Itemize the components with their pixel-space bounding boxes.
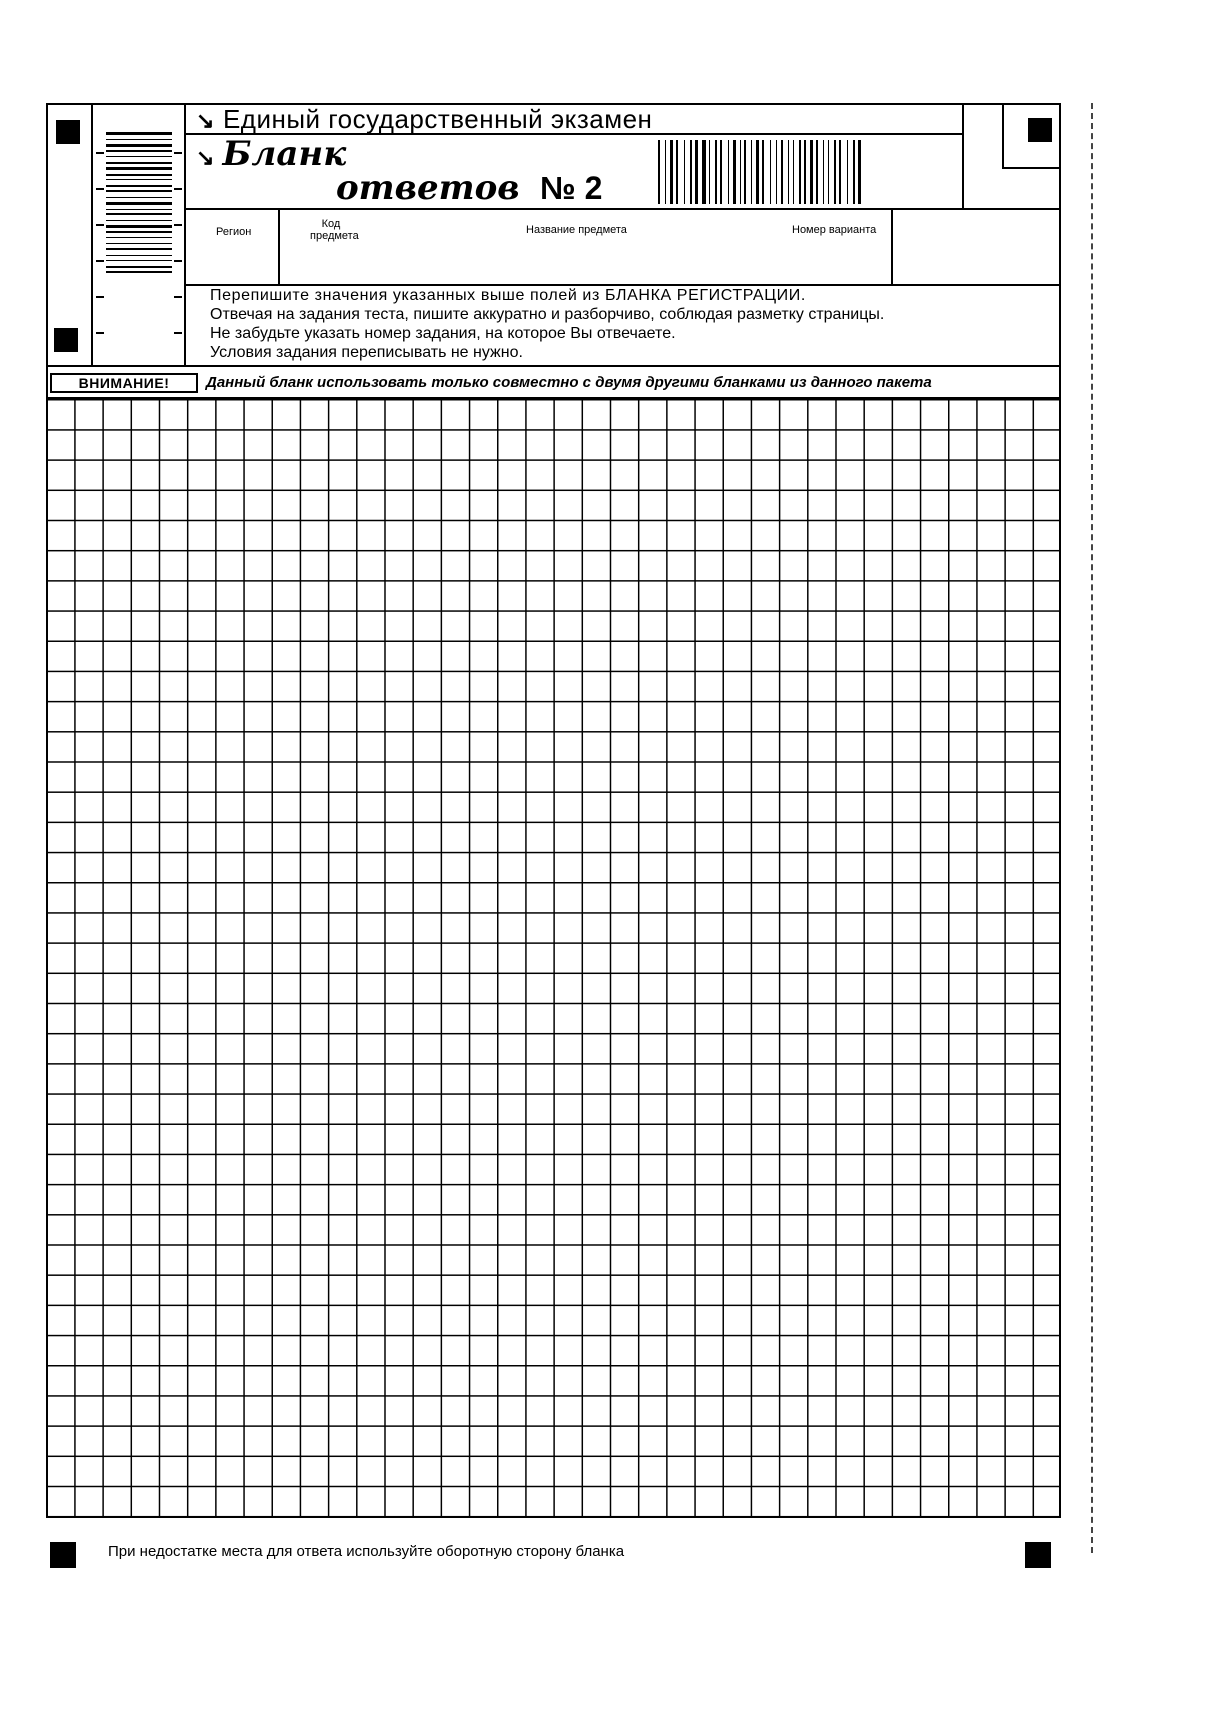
field-divider-1	[278, 208, 280, 284]
registration-marker-top-right	[1028, 118, 1052, 142]
instruction-line: Отвечая на задания теста, пишите аккуратно и разборчиво, соблюдая разметку страницы.	[210, 306, 885, 323]
registration-marker-mid-left	[54, 328, 78, 352]
corner-box-divider	[1002, 103, 1004, 167]
header-line-2	[184, 208, 1061, 210]
form-title-line2: ответов	[336, 168, 520, 208]
cut-line	[1091, 103, 1093, 1553]
region-input[interactable]	[186, 240, 276, 282]
registration-marker-top-left	[56, 120, 80, 144]
instructions	[210, 286, 1060, 362]
title-right-divider	[962, 103, 964, 208]
corner-box-line	[1002, 167, 1061, 169]
instruction-line: Не забудьте указать номер задания, на которое Вы отвечаете.	[210, 325, 676, 342]
subject-name-input[interactable]	[400, 240, 760, 282]
exam-title: ↘ Единый государственный экзамен	[196, 104, 653, 134]
field-divider-2	[891, 208, 893, 284]
footer-note: При недостатке места для ответа используйте оборотную сторону бланка	[108, 1543, 625, 1560]
header-bottom-line	[46, 365, 1061, 367]
attention-text: Данный бланк использовать только совместно с двумя другими бланками из данного пакета	[206, 374, 932, 391]
variant-number-input[interactable]	[895, 212, 1059, 282]
corner-arrow-icon: ↘	[196, 108, 215, 133]
attention-label: ВНИМАНИЕ!	[50, 373, 198, 393]
answer-grid[interactable]	[46, 399, 1061, 1518]
form-title-line1: ↘ Бланк	[196, 134, 347, 174]
left-column-divider	[91, 103, 93, 365]
instruction-line: Условия задания переписывать не нужно.	[210, 344, 523, 361]
variant-number-label: Номер варианта	[792, 224, 877, 236]
horizontal-barcode	[658, 140, 936, 204]
subject-code-label: Код предмета	[310, 218, 359, 242]
vertical-barcode	[96, 132, 182, 352]
subject-code-input[interactable]	[282, 240, 382, 282]
barcode-column-divider	[184, 103, 186, 365]
instruction-line: Перепишите значения указанных выше полей из БЛАНКА РЕГИСТРАЦИИ.	[210, 287, 806, 304]
corner-arrow-icon: ↘	[196, 145, 215, 170]
registration-marker-bottom-right	[1025, 1542, 1051, 1568]
form-number: № 2	[540, 170, 603, 206]
subject-name-label: Название предмета	[526, 224, 627, 236]
region-label: Регион	[216, 226, 252, 238]
registration-marker-bottom-left	[50, 1542, 76, 1568]
